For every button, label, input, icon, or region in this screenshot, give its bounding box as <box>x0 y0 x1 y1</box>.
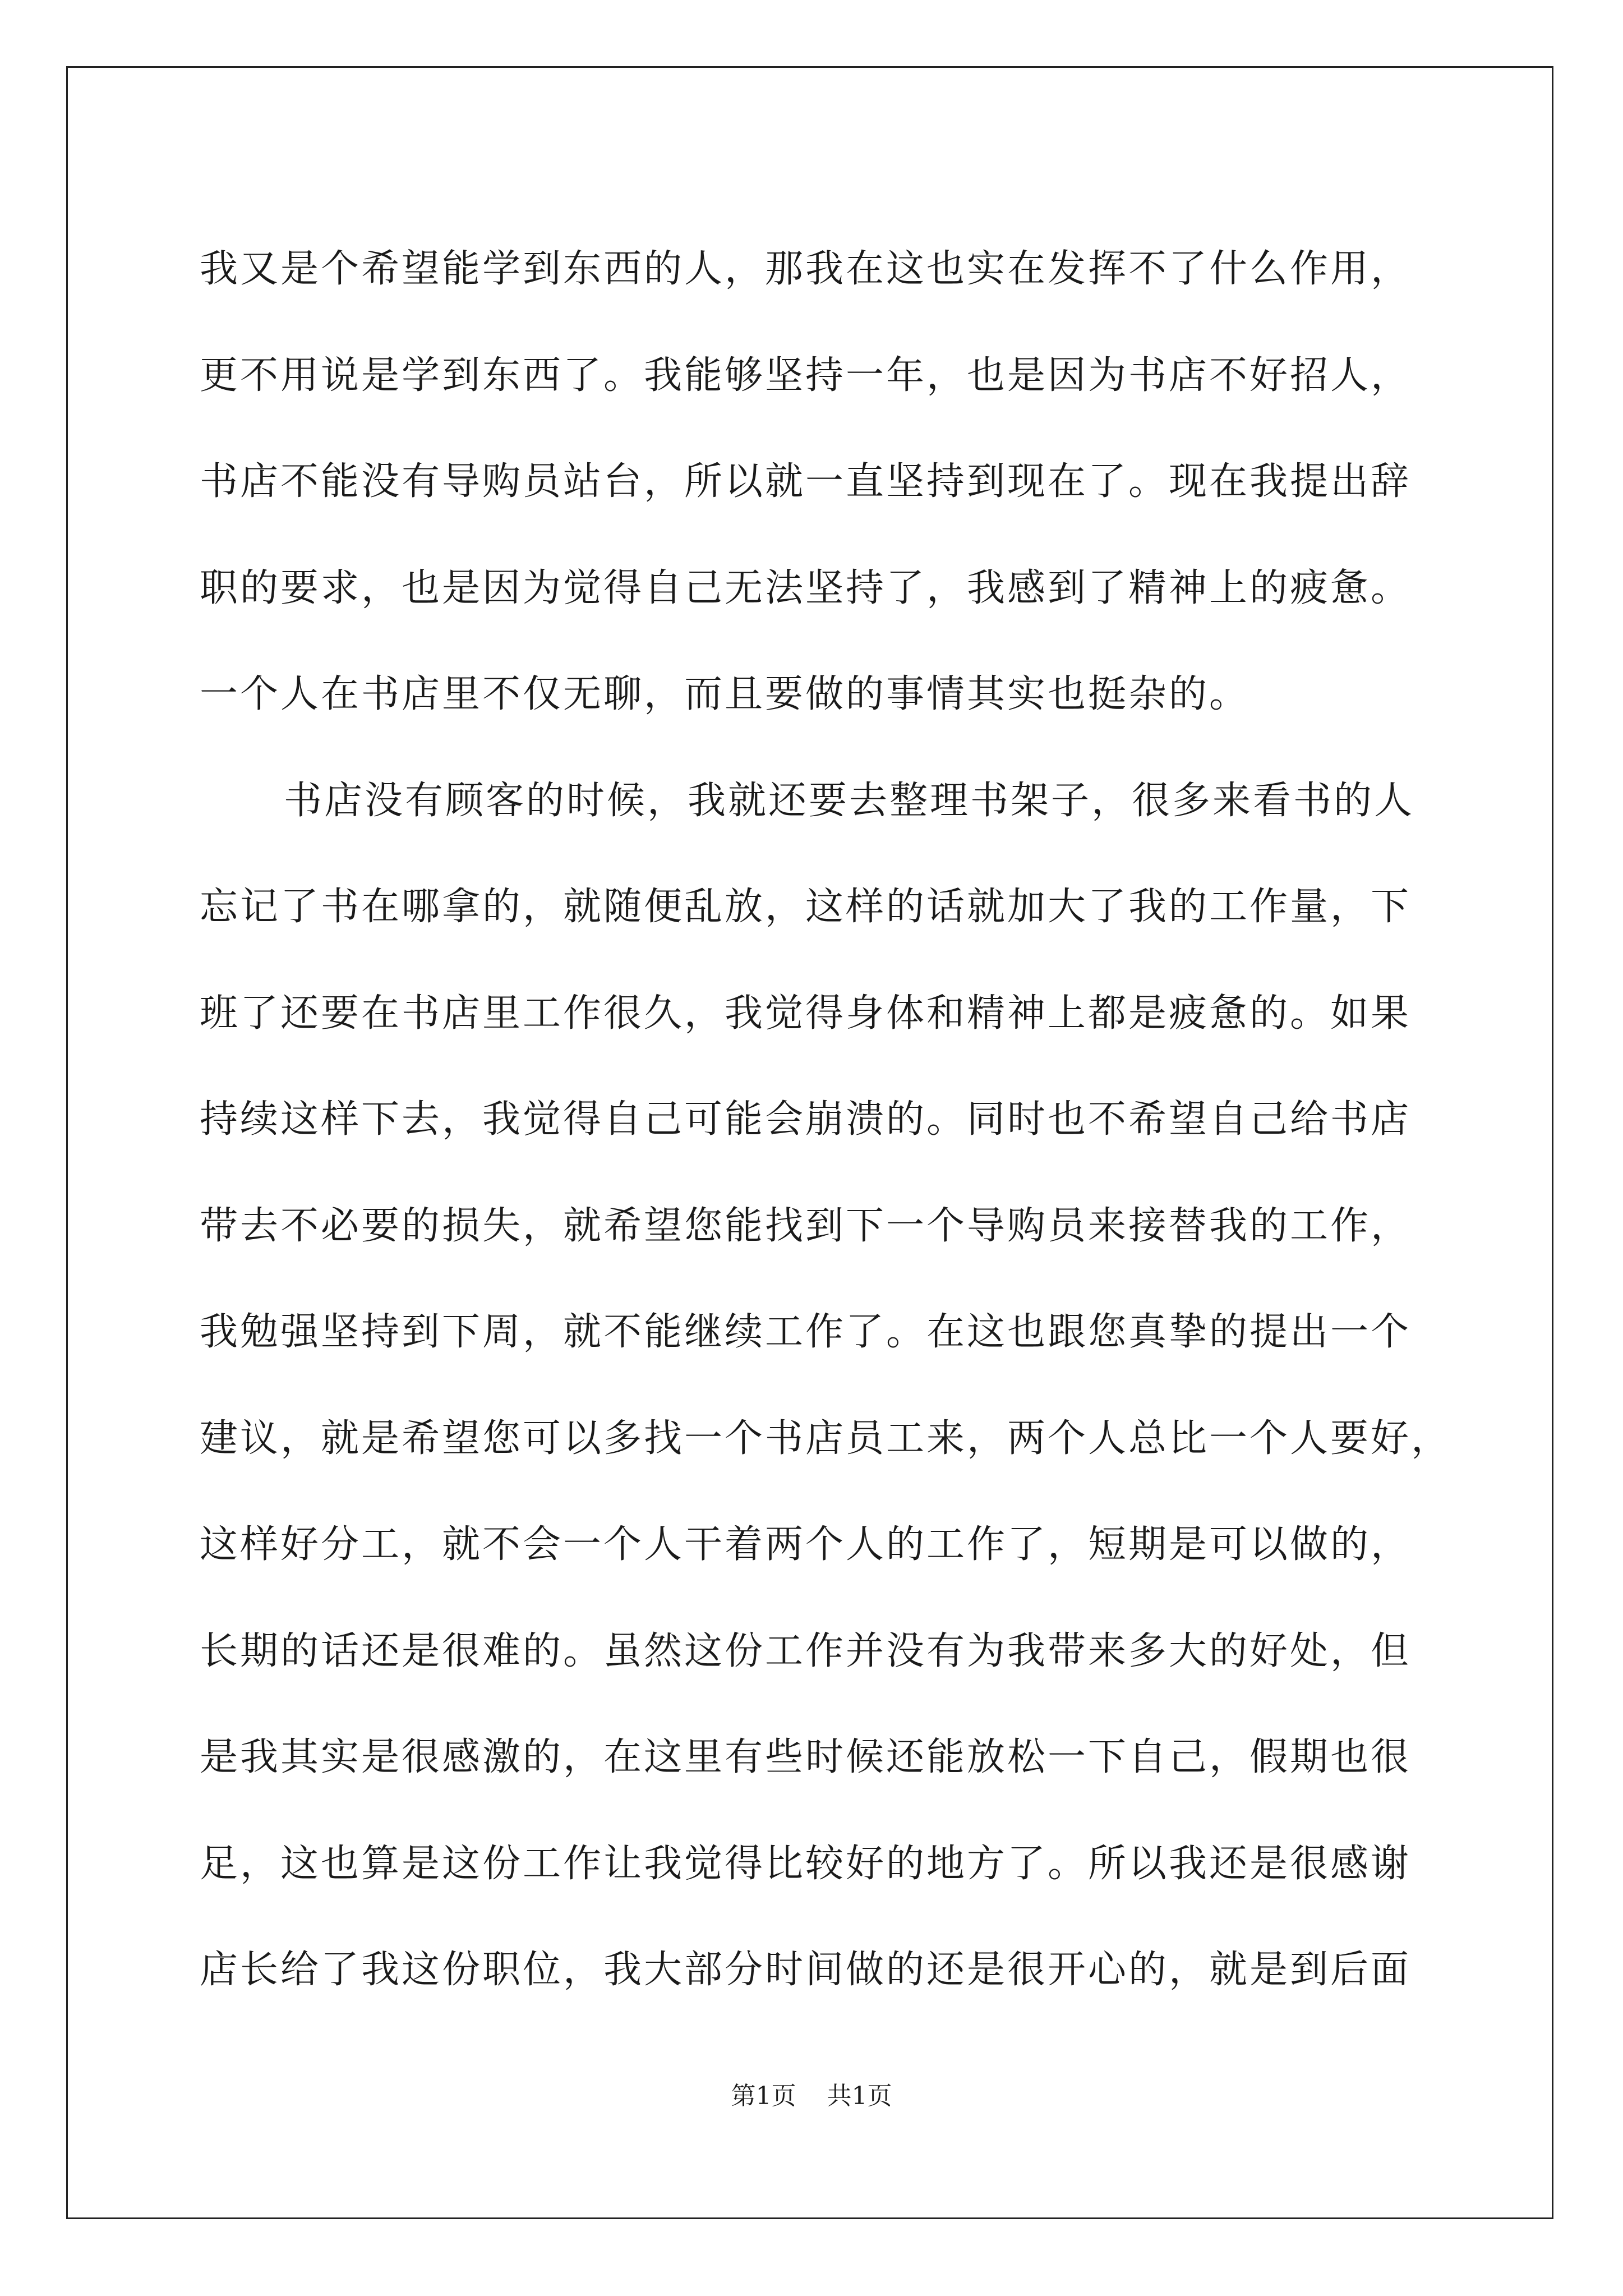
text-line: 长期的话还是很难的。虽然这份工作并没有为我带来多大的好处，但 <box>200 1628 1412 1673</box>
total-pages: 共1页 <box>827 2082 892 2110</box>
text-line: 店长给了我这份职位，我大部分时间做的还是很开心的，就是到后面 <box>200 1948 1412 1992</box>
document-body <box>200 216 1456 2023</box>
text-line: 忘记了书在哪拿的，就随便乱放，这样的话就加大了我的工作量，下 <box>200 885 1412 929</box>
text-line: 足，这也算是这份工作让我觉得比较好的地方了。所以我还是很感谢 <box>200 1841 1412 1886</box>
page-number: 第1页 <box>731 2082 796 2110</box>
text-line: 一个人在书店里不仅无聊，而且要做的事情其实也挺杂的。 <box>200 672 1250 716</box>
text-line: 我又是个希望能学到东西的人，那我在这也实在发挥不了什么作用， <box>200 247 1412 291</box>
text-line: 持续这样下去，我觉得自己可能会崩溃的。同时也不希望自己给书店 <box>200 1097 1412 1142</box>
text-line: 带去不必要的损失，就希望您能找到下一个导购员来接替我的工作， <box>200 1203 1412 1248</box>
text-line: 建议，就是希望您可以多找一个书店员工来，两个人总比一个人要好， <box>200 1416 1452 1461</box>
text-line: 书店不能没有导购员站台，所以就一直坚持到现在了。现在我提出辞 <box>200 459 1412 504</box>
text-line: 职的要求，也是因为觉得自己无法坚持了，我感到了精神上的疲惫。 <box>200 565 1412 610</box>
text-line: 我勉强坚持到下周，就不能继续工作了。在这也跟您真挚的提出一个 <box>200 1310 1412 1354</box>
page-footer <box>0 2076 1623 2111</box>
text-line: 更不用说是学到东西了。我能够坚持一年，也是因为书店不好招人， <box>200 353 1412 398</box>
text-line: 班了还要在书店里工作很久，我觉得身体和精神上都是疲惫的。如果 <box>200 991 1412 1036</box>
paragraph-first-line: 书店没有顾客的时候，我就还要去整理书架子，很多来看书的人 <box>284 778 1415 823</box>
text-line: 这样好分工，就不会一个人干着两个人的工作了，短期是可以做的， <box>200 1522 1412 1567</box>
text-line: 是我其实是很感激的，在这里有些时候还能放松一下自己，假期也很 <box>200 1735 1412 1779</box>
